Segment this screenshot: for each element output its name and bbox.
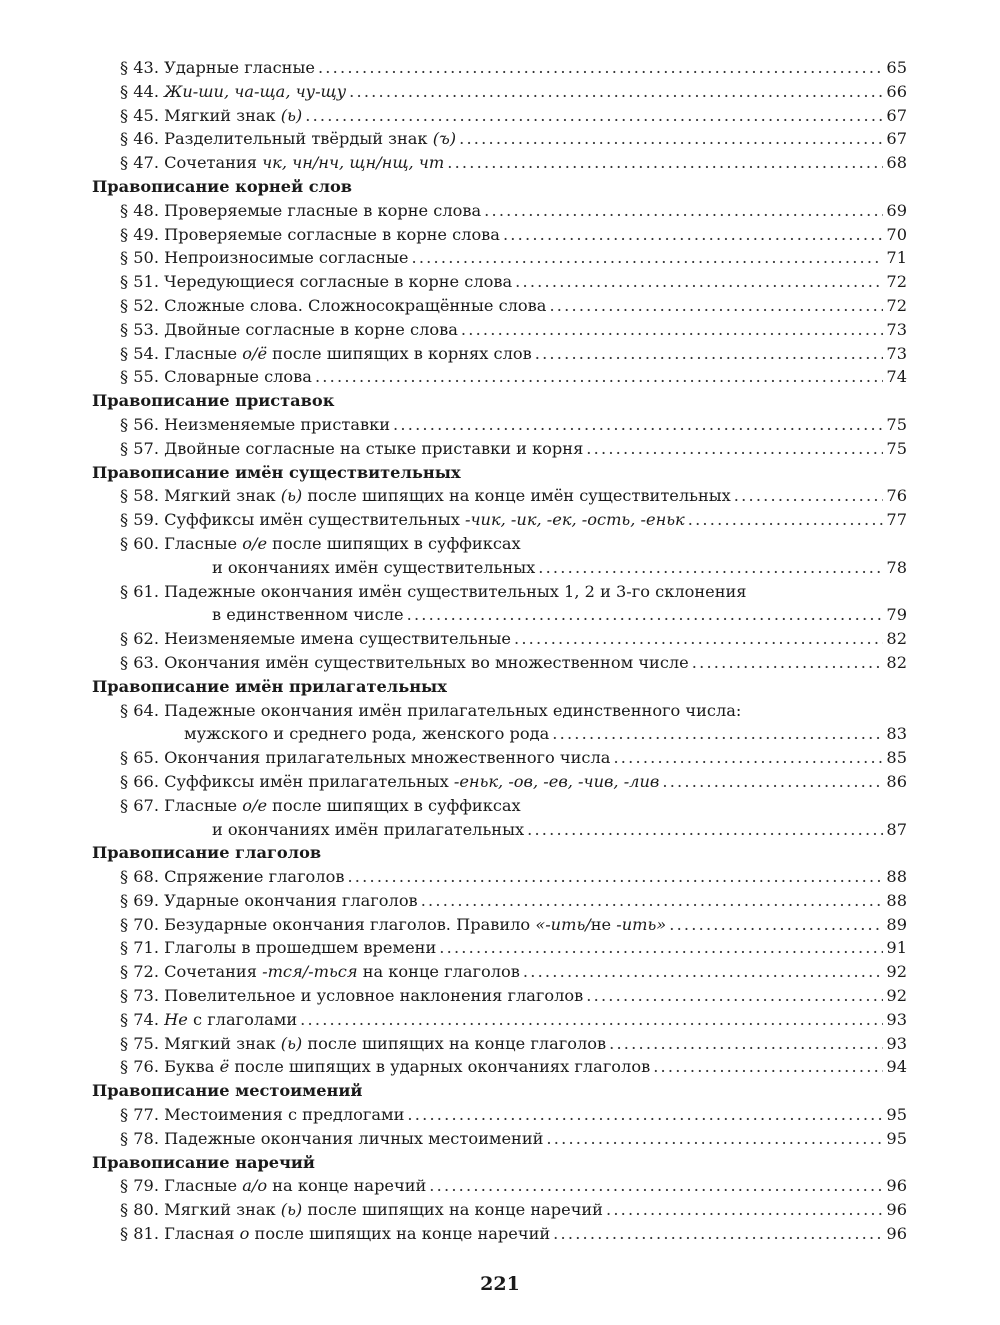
entry-title bbox=[120, 936, 436, 960]
entry-title bbox=[120, 627, 511, 651]
entry-title-part: (ь) bbox=[280, 1033, 303, 1053]
toc-entry bbox=[92, 484, 907, 508]
entry-title bbox=[120, 199, 481, 223]
toc-entry bbox=[92, 770, 907, 794]
table-of-contents bbox=[92, 56, 907, 1246]
entry-title-part: чк, чн/нч, щн/нщ, чт bbox=[262, 153, 445, 173]
entry-title bbox=[120, 365, 312, 389]
entry-title-part: после шипящих в суффиксах bbox=[267, 795, 521, 815]
entry-page-number: 71 bbox=[886, 248, 907, 268]
dot-leader bbox=[447, 151, 883, 175]
entry-page-number: 86 bbox=[886, 771, 907, 791]
entry-title bbox=[92, 841, 321, 865]
entry-title-part: § 43. Ударные гласные bbox=[120, 58, 315, 77]
entry-title bbox=[120, 104, 302, 128]
entry-title-part: § 75. Мягкий знак bbox=[120, 1033, 281, 1053]
entry-page-number: 91 bbox=[886, 938, 907, 958]
entry-title-part: § 48. Проверяемые гласные в корне слова bbox=[120, 200, 482, 220]
entry-title-part: § 78. Падежные окончания личных местоимений bbox=[120, 1128, 544, 1148]
dot-leader bbox=[429, 1174, 883, 1198]
section-heading bbox=[92, 461, 907, 485]
entry-title-part: § 50. Непроизносимые согласные bbox=[120, 248, 409, 268]
entry-title bbox=[120, 342, 532, 366]
dot-leader bbox=[305, 104, 883, 128]
entry-page-number: 79 bbox=[886, 605, 907, 625]
entry-title-part: § 65. Окончания прилагательных множественного числа bbox=[120, 748, 611, 768]
dot-leader bbox=[653, 1055, 883, 1079]
entry-page-number: 92 bbox=[886, 962, 907, 982]
entry-title-part: Правописание имён прилагательных bbox=[92, 676, 447, 696]
entry-title bbox=[92, 175, 352, 199]
entry-title-part: Правописание глаголов bbox=[92, 843, 322, 863]
toc-entry-first-line bbox=[92, 580, 907, 604]
entry-page-number: 89 bbox=[886, 914, 907, 934]
entry-title bbox=[120, 270, 512, 294]
entry-title-part: (ь) bbox=[280, 105, 303, 125]
entry-title bbox=[92, 1079, 362, 1103]
entry-page-number: 95 bbox=[886, 1105, 907, 1125]
entry-title-part: § 62. Неизменяемые имена существительные bbox=[120, 629, 511, 649]
entry-page-number: 73 bbox=[886, 343, 907, 363]
entry-title-part: § 76. Буква bbox=[120, 1057, 220, 1077]
entry-title-part: и окончаниях имён существительных bbox=[212, 557, 536, 577]
entry-title-part: и окончаниях имён прилагательных bbox=[212, 819, 525, 839]
dot-leader bbox=[609, 1032, 883, 1056]
entry-page-number: 96 bbox=[886, 1200, 907, 1220]
entry-title-part: § 51. Чередующиеся согласные в корне слова bbox=[120, 272, 513, 292]
entry-title bbox=[120, 223, 500, 247]
toc-entry bbox=[92, 127, 907, 151]
entry-page-number: 75 bbox=[886, 414, 907, 434]
dot-leader bbox=[586, 984, 883, 1008]
section-heading bbox=[92, 841, 907, 865]
toc-entry bbox=[92, 1127, 907, 1151]
section-heading bbox=[92, 1079, 907, 1103]
entry-page-number: 82 bbox=[886, 629, 907, 649]
entry-title-part: Правописание наречий bbox=[92, 1152, 315, 1172]
entry-title bbox=[120, 532, 521, 556]
toc-entry-continuation bbox=[92, 556, 907, 580]
entry-page-number: 88 bbox=[886, 890, 907, 910]
dot-leader bbox=[349, 80, 883, 104]
entry-title bbox=[92, 389, 334, 413]
entry-title bbox=[120, 770, 659, 794]
entry-title-part: § 68. Спряжение глаголов bbox=[120, 867, 345, 887]
toc-entry bbox=[92, 318, 907, 342]
entry-title bbox=[120, 984, 583, 1008]
entry-title bbox=[120, 151, 444, 175]
toc-entry-continuation bbox=[92, 818, 907, 842]
entry-page-number: 87 bbox=[886, 819, 907, 839]
toc-entry bbox=[92, 1008, 907, 1032]
toc-entry bbox=[92, 413, 907, 437]
entry-title-part: § 49. Проверяемые согласные в корне слова bbox=[120, 224, 500, 244]
entry-title-part: -ить» bbox=[616, 914, 667, 934]
entry-title bbox=[120, 960, 520, 984]
toc-entry bbox=[92, 56, 907, 80]
entry-title-part: § 72. Сочетания bbox=[120, 962, 263, 982]
dot-leader bbox=[461, 318, 884, 342]
section-heading bbox=[92, 389, 907, 413]
entry-title-part: § 52. Сложные слова. Сложносокращённые слова bbox=[120, 295, 547, 315]
entry-title bbox=[120, 56, 315, 80]
dot-leader bbox=[527, 818, 883, 842]
toc-entry bbox=[92, 889, 907, 913]
toc-entry-continuation bbox=[92, 722, 907, 746]
entry-page-number: 88 bbox=[886, 867, 907, 887]
entry-title bbox=[120, 437, 583, 461]
entry-title-part: в единственном числе bbox=[212, 605, 404, 625]
entry-page-number: 93 bbox=[886, 1009, 907, 1029]
dot-leader bbox=[503, 223, 883, 247]
entry-title-part: § 67. Гласные bbox=[120, 795, 243, 815]
entry-page-number: 67 bbox=[886, 129, 907, 149]
entry-title bbox=[120, 246, 408, 270]
entry-page-number: 72 bbox=[886, 272, 907, 292]
section-heading bbox=[92, 175, 907, 199]
entry-title bbox=[120, 1127, 543, 1151]
toc-entry bbox=[92, 865, 907, 889]
entry-title-part: с глаголами bbox=[187, 1009, 298, 1029]
entry-title-part: о bbox=[239, 1224, 250, 1244]
toc-entry bbox=[92, 223, 907, 247]
entry-title-part: § 81. Гласная bbox=[120, 1224, 240, 1244]
entry-title bbox=[120, 913, 666, 937]
dot-leader bbox=[315, 365, 883, 389]
entry-title-part: не bbox=[590, 914, 617, 934]
toc-entry bbox=[92, 1032, 907, 1056]
entry-page-number: 65 bbox=[886, 58, 907, 77]
toc-entry bbox=[92, 437, 907, 461]
entry-title bbox=[120, 294, 546, 318]
toc-entry bbox=[92, 960, 907, 984]
entry-title bbox=[120, 699, 741, 723]
dot-leader bbox=[484, 199, 883, 223]
entry-title-part: мужского и среднего рода, женского рода bbox=[184, 724, 550, 744]
dot-leader bbox=[553, 1222, 883, 1246]
toc-entry bbox=[92, 270, 907, 294]
section-heading bbox=[92, 675, 907, 699]
dot-leader bbox=[546, 1127, 883, 1151]
entry-title-part: Правописание корней слов bbox=[92, 176, 353, 196]
entry-title-part: после шипящих на конце наречий bbox=[249, 1224, 551, 1244]
entry-title bbox=[120, 484, 731, 508]
toc-entry bbox=[92, 627, 907, 651]
section-heading bbox=[92, 1151, 907, 1175]
dot-leader bbox=[613, 746, 883, 770]
dot-leader bbox=[662, 770, 883, 794]
dot-leader bbox=[688, 508, 884, 532]
toc-entry bbox=[92, 151, 907, 175]
dot-leader bbox=[411, 246, 883, 270]
entry-title-part: о/е bbox=[242, 795, 268, 815]
entry-title bbox=[120, 865, 344, 889]
entry-title-part: а/о bbox=[242, 1176, 268, 1196]
entry-title-part: -чик, -ик, -ек, -ость, -еньк bbox=[465, 510, 685, 530]
toc-entry-continuation bbox=[92, 603, 907, 627]
entry-page-number: 69 bbox=[886, 200, 907, 220]
toc-entry bbox=[92, 913, 907, 937]
entry-title-part: Правописание приставок bbox=[92, 391, 335, 411]
page-number: 221 bbox=[480, 1273, 520, 1295]
entry-title bbox=[120, 1032, 606, 1056]
entry-title bbox=[92, 675, 447, 699]
entry-title bbox=[212, 556, 535, 580]
entry-title bbox=[120, 651, 689, 675]
dot-leader bbox=[439, 936, 883, 960]
entry-title bbox=[120, 1174, 426, 1198]
toc-entry bbox=[92, 508, 907, 532]
entry-title-part: после шипящих в ударных окончаниях глаголов bbox=[229, 1057, 651, 1077]
entry-page-number: 96 bbox=[886, 1176, 907, 1196]
entry-title bbox=[120, 794, 521, 818]
entry-title bbox=[92, 1151, 315, 1175]
entry-page-number: 67 bbox=[886, 105, 907, 125]
entry-title-part: после шипящих на конце наречий bbox=[302, 1200, 603, 1220]
toc-entry bbox=[92, 246, 907, 270]
entry-page-number: 72 bbox=[886, 295, 907, 315]
entry-page-number: 92 bbox=[886, 986, 907, 1006]
entry-title-part: § 80. Мягкий знак bbox=[120, 1200, 281, 1220]
entry-title-part: § 69. Ударные окончания глаголов bbox=[120, 890, 418, 910]
entry-title-part: § 66. Суффиксы имён прилагательных bbox=[120, 771, 454, 791]
entry-title-part: § 57. Двойные согласные на стыке приставки и корня bbox=[120, 438, 584, 458]
entry-title-part: «-ить/ bbox=[535, 914, 591, 934]
entry-page-number: 74 bbox=[886, 367, 907, 387]
entry-page-number: 77 bbox=[886, 510, 907, 530]
entry-page-number: 75 bbox=[886, 438, 907, 458]
entry-title-part: § 44. bbox=[120, 81, 165, 101]
entry-page-number: 70 bbox=[886, 224, 907, 244]
entry-title-part: после шипящих на конце имён существительных bbox=[302, 486, 731, 506]
dot-leader bbox=[535, 342, 884, 366]
entry-title-part: § 47. Сочетания bbox=[120, 153, 263, 173]
entry-title bbox=[120, 1008, 297, 1032]
entry-title-part: (ь) bbox=[280, 1200, 303, 1220]
toc-entry-first-line bbox=[92, 699, 907, 723]
entry-title-part: -тся/-ться bbox=[262, 962, 358, 982]
toc-entry bbox=[92, 104, 907, 128]
toc-entry bbox=[92, 80, 907, 104]
dot-leader bbox=[586, 437, 883, 461]
entry-title-part: § 46. Разделительный твёрдый знак bbox=[120, 129, 433, 149]
entry-title-part: § 58. Мягкий знак bbox=[120, 486, 281, 506]
dot-leader bbox=[734, 484, 884, 508]
entry-page-number: 73 bbox=[886, 319, 907, 339]
entry-title-part: § 64. Падежные окончания имён прилагательных единственного числа: bbox=[120, 700, 742, 720]
toc-entry-first-line bbox=[92, 532, 907, 556]
dot-leader bbox=[300, 1008, 883, 1032]
entry-title bbox=[212, 818, 524, 842]
dot-leader bbox=[669, 913, 883, 937]
dot-leader bbox=[318, 56, 883, 80]
entry-title-part: (ь) bbox=[280, 486, 303, 506]
entry-title bbox=[120, 580, 747, 604]
toc-entry bbox=[92, 1222, 907, 1246]
entry-title-part: о/е bbox=[242, 533, 268, 553]
entry-title-part: § 70. Безударные окончания глаголов. Правило bbox=[120, 914, 536, 934]
dot-leader bbox=[606, 1198, 883, 1222]
dot-leader bbox=[347, 865, 883, 889]
toc-entry bbox=[92, 936, 907, 960]
entry-title-part: Жи-ши, ча-ща, чу-щу bbox=[164, 81, 347, 101]
dot-leader bbox=[514, 627, 883, 651]
toc-entry bbox=[92, 651, 907, 675]
toc-entry bbox=[92, 294, 907, 318]
toc-entry bbox=[92, 342, 907, 366]
entry-title-part: § 53. Двойные согласные в корне слова bbox=[120, 319, 458, 339]
entry-page-number: 85 bbox=[886, 748, 907, 768]
entry-title bbox=[92, 461, 461, 485]
entry-page-number: 76 bbox=[886, 486, 907, 506]
entry-title bbox=[212, 603, 404, 627]
entry-title bbox=[120, 413, 390, 437]
entry-title-part: § 55. Словарные слова bbox=[120, 367, 312, 387]
entry-title-part: на конце глаголов bbox=[357, 962, 520, 982]
dot-leader bbox=[538, 556, 883, 580]
toc-entry bbox=[92, 1103, 907, 1127]
dot-leader bbox=[552, 722, 883, 746]
toc-entry bbox=[92, 984, 907, 1008]
entry-page-number: 95 bbox=[886, 1128, 907, 1148]
entry-title bbox=[184, 722, 549, 746]
entry-title-part: § 77. Местоимения с предлогами bbox=[120, 1105, 405, 1125]
toc-entry-first-line bbox=[92, 794, 907, 818]
entry-title-part: (ъ) bbox=[432, 129, 457, 149]
entry-page-number: 82 bbox=[886, 652, 907, 672]
entry-title bbox=[120, 508, 685, 532]
dot-leader bbox=[515, 270, 883, 294]
entry-title-part: после шипящих на конце глаголов bbox=[302, 1033, 607, 1053]
toc-entry bbox=[92, 199, 907, 223]
entry-title-part: § 61. Падежные окончания имён существительных 1, 2 и 3-го склонения bbox=[120, 581, 747, 601]
dot-leader bbox=[523, 960, 884, 984]
entry-title bbox=[120, 1222, 550, 1246]
dot-leader bbox=[407, 1103, 883, 1127]
entry-page-number: 68 bbox=[886, 153, 907, 173]
entry-page-number: 94 bbox=[886, 1057, 907, 1077]
dot-leader bbox=[393, 413, 883, 437]
entry-title-part: § 59. Суффиксы имён существительных bbox=[120, 510, 465, 530]
entry-page-number: 78 bbox=[886, 557, 907, 577]
entry-title bbox=[120, 318, 458, 342]
entry-title bbox=[120, 127, 456, 151]
entry-title-part: ё bbox=[219, 1057, 230, 1077]
entry-title bbox=[120, 746, 610, 770]
entry-title-part: § 71. Глаголы в прошедшем времени bbox=[120, 938, 437, 958]
entry-title-part: Правописание местоимений bbox=[92, 1081, 363, 1101]
entry-title bbox=[120, 1198, 603, 1222]
entry-title-part: Правописание имён существительных bbox=[92, 462, 461, 482]
dot-leader bbox=[549, 294, 883, 318]
entry-title bbox=[120, 1103, 404, 1127]
entry-title-part: § 60. Гласные bbox=[120, 533, 243, 553]
dot-leader bbox=[692, 651, 884, 675]
entry-title-part: § 54. Гласные bbox=[120, 343, 243, 363]
entry-page-number: 66 bbox=[886, 81, 907, 101]
toc-entry bbox=[92, 1174, 907, 1198]
entry-title-part: § 56. Неизменяемые приставки bbox=[120, 414, 391, 434]
entry-title-part: после шипящих в суффиксах bbox=[267, 533, 521, 553]
entry-title-part: § 79. Гласные bbox=[120, 1176, 243, 1196]
entry-title-part: § 73. Повелительное и условное наклонения глаголов bbox=[120, 986, 584, 1006]
entry-title-part: § 63. Окончания имён существительных во множественном числе bbox=[120, 652, 689, 672]
entry-page-number: 96 bbox=[886, 1224, 907, 1244]
toc-entry bbox=[92, 746, 907, 770]
toc-entry bbox=[92, 1198, 907, 1222]
entry-page-number: 83 bbox=[886, 724, 907, 744]
entry-title bbox=[120, 80, 346, 104]
entry-title-part: о/ё bbox=[242, 343, 268, 363]
entry-title-part: Не bbox=[164, 1009, 188, 1029]
entry-title bbox=[120, 889, 418, 913]
entry-page-number: 93 bbox=[886, 1033, 907, 1053]
entry-title-part: § 45. Мягкий знак bbox=[120, 105, 281, 125]
entry-title bbox=[120, 1055, 650, 1079]
toc-entry bbox=[92, 1055, 907, 1079]
entry-title-part: -еньк, -ов, -ев, -чив, -лив bbox=[453, 771, 660, 791]
dot-leader bbox=[421, 889, 884, 913]
dot-leader bbox=[407, 603, 884, 627]
dot-leader bbox=[459, 127, 883, 151]
entry-title-part: после шипящих в корнях слов bbox=[267, 343, 532, 363]
entry-title-part: § 74. bbox=[120, 1009, 165, 1029]
entry-title-part: на конце наречий bbox=[267, 1176, 427, 1196]
toc-entry bbox=[92, 365, 907, 389]
